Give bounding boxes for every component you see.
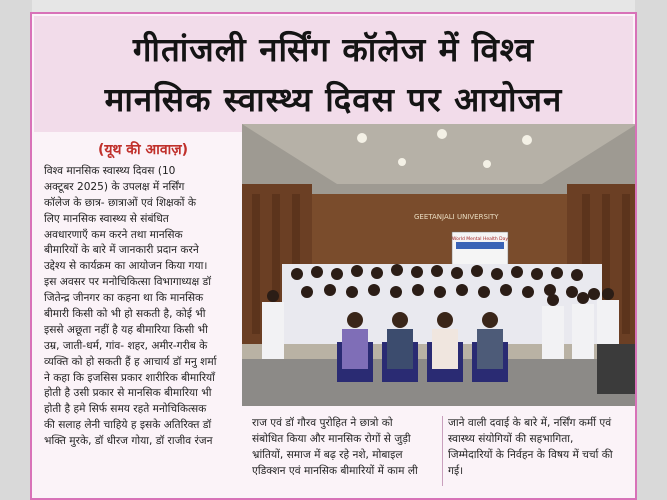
wall-sign: GEETANJALI UNIVERSITY xyxy=(414,213,499,221)
background-left xyxy=(0,0,32,500)
headline-line-1: गीतांजली नर्सिंग कॉलेज में विश्व xyxy=(132,30,535,69)
text-line: ने कहा कि इजसिस प्रकार शारीरिक बीमारियाँ xyxy=(44,371,215,384)
newspaper-clipping xyxy=(30,12,637,500)
byline: (यूथ की आवाज़) xyxy=(97,142,189,158)
text-line: की सलाह लेनी चाहिये ह इसके अतिरिक्त डॉ xyxy=(44,419,212,432)
text-line: लिए मानसिक स्वास्थ्य से संबंधित xyxy=(44,212,169,225)
text-line: विश्व मानसिक स्वास्थ्य दिवस (10 xyxy=(44,165,176,177)
text-line: भ्रांतियों, समाज में बढ़ रहे नशे, मोबाइल xyxy=(252,448,403,461)
text-line: व्यक्ति को हो सकती हैं ह आचार्य डॉ मनु शर्मा xyxy=(44,355,217,368)
text-line: जाने वाली दवाई के बारे में, नर्सिंग कर्मी एवं xyxy=(448,417,612,429)
text-line: बीमारी किसी को भी हो सकती है, कोई भी xyxy=(44,308,206,321)
text-line: गई। xyxy=(448,464,464,477)
text-line: अक्टूबर 2025) के उपलक्ष में नर्सिंग xyxy=(44,180,185,193)
banner-text: World Mental Health Day xyxy=(451,237,509,242)
text-line: इस अवसर पर मनोचिकित्सा विभागाध्यक्ष डॉ xyxy=(44,276,211,289)
text-line: संबोधित किया और मानसिक रोगों से जुड़ी xyxy=(252,432,411,445)
text-line: इससे अछूता नहीं है यह बीमारिया किसी भी xyxy=(44,323,208,336)
text-line: जितेन्द्र जीनगर का कहना था कि मानसिक xyxy=(44,292,204,305)
text-line: राज एवं डॉ गौरव पुरोहित ने छात्रो को xyxy=(252,417,393,429)
text-line: भक्ति मुरके, डॉ धीरज गोया, डॉ राजीव रंजन xyxy=(44,435,213,448)
text-line: अवधारणाएँ कम करने तथा मानसिक xyxy=(44,228,183,241)
text-line: होती है उसी प्रकार से मानसिक बीमारिया भी xyxy=(44,387,212,400)
article-column-1 xyxy=(44,164,252,450)
text-line: उम्र, जाती-धर्म, गांव- शहर, अमीर-गरीब के xyxy=(44,339,208,352)
article-column-3 xyxy=(448,416,634,480)
text-line: जिम्मेदारियों के निर्वहन के विषय में चर्चा की xyxy=(448,448,613,461)
headline-line-2: मानसिक स्वास्थ्य दिवस पर आयोजन xyxy=(104,80,563,119)
text-line: स्वास्थ्य संयोगियों की सहभागिता, xyxy=(448,432,574,445)
text-line: एडिक्शन एवं मानसिक बीमारियों में काम ली xyxy=(252,464,418,477)
headline-band xyxy=(34,16,633,132)
text-line: कॉलेज के छात्र- छात्राओं एवं शिक्षकों के xyxy=(44,196,196,209)
column-divider xyxy=(442,416,443,486)
article-column-2 xyxy=(252,416,438,480)
wood-wall xyxy=(302,194,577,274)
background-right xyxy=(635,0,667,500)
event-photo xyxy=(242,124,637,406)
text-line: बीमारियों के बारे में जानकारी प्रदान करने xyxy=(44,244,199,257)
text-line: होती है हमे सिर्फ समय रहते मनोचिकित्सक xyxy=(44,403,207,416)
text-line: उद्देश्य से कार्यक्रम का आयोजन किया गया। xyxy=(44,260,208,273)
